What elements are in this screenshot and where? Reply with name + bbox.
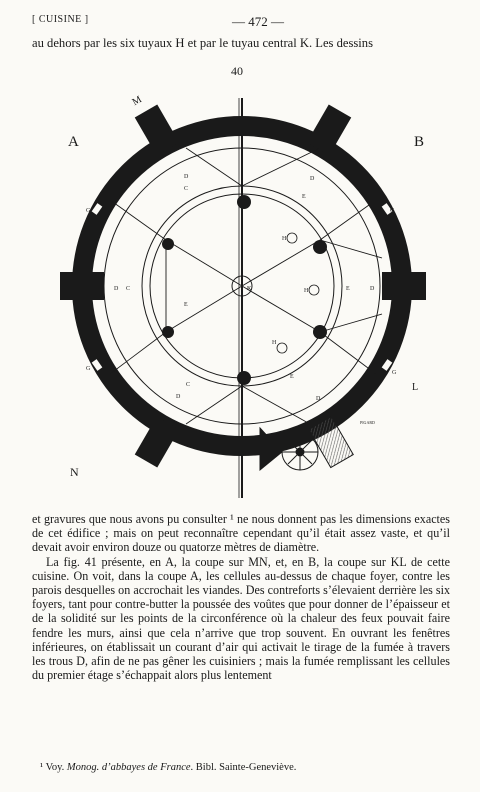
svg-text:D: D	[310, 176, 315, 182]
label-n: N	[70, 465, 79, 479]
flue-holes	[277, 233, 319, 353]
svg-text:G: G	[390, 208, 395, 214]
running-header	[32, 14, 448, 30]
svg-text:E: E	[302, 194, 306, 200]
svg-text:H: H	[272, 340, 277, 346]
footnote-rest: . Bibl. Sainte-Geneviève.	[190, 762, 297, 773]
text-line-top: au dehors par les six tuyaux H et par le tuyau central K. Les dessins	[32, 36, 373, 50]
body-text	[32, 512, 450, 682]
engraver-signature: PIGARD	[360, 420, 375, 425]
footnote-mark: ¹ Voy.	[40, 762, 67, 773]
label-k: K	[247, 286, 252, 292]
section-title: [ CUISINE ]	[32, 14, 89, 25]
label-b: B	[414, 134, 425, 150]
svg-text:H: H	[282, 236, 287, 242]
svg-text:E: E	[184, 302, 188, 308]
svg-text:E: E	[290, 374, 294, 380]
svg-text:G: G	[392, 370, 397, 376]
svg-text:C: C	[126, 286, 131, 292]
page-number: — 472 —	[232, 14, 284, 29]
svg-text:D: D	[370, 286, 375, 292]
svg-text:G: G	[86, 208, 91, 214]
footnote	[40, 762, 450, 773]
svg-text:H: H	[304, 288, 309, 294]
svg-text:D: D	[114, 286, 119, 292]
svg-text:E: E	[346, 286, 350, 292]
svg-text:D: D	[176, 394, 181, 400]
pillars	[162, 195, 327, 385]
paragraph: La fig. 41 présente, en A, la coupe sur MN, et, en B, la coupe sur KL de cette cuisine. On voit, dans la coupe A, les cellules au-dessus de chaque foyer, contre les parois desquelles on accrochait les viandes. Des contreforts s’élevaient derrière les six foyers, tant pour contre-butter la poussée des voûtes que pour donner de l’épaisseur et de la solidité sur les points de la circonférence où la chaleur des feux pouvait faire fendre les murs, ainsi que cela n’arrive que trop souvent. En ouvrant les fenêtres inférieures, on établissait un courant d’air qui activait le tirage de la fumée à travers les trous D, afin de ne pas gêner les cuisiniers ; mais la fumée remplissant les cellules du premier étage s’échappait alors plus lentement	[32, 554, 450, 683]
svg-text:D: D	[316, 396, 321, 402]
svg-text:D: D	[184, 174, 189, 180]
label-m: M	[130, 94, 144, 109]
paragraph: et gravures que nous avons pu consulter ¹ ne nous donnent pas les dimensions exactes de cet édifice ; mais on peut reconnaître cependant qu’il était assez vaste, et qu’il devait avoir environ douze ou quatorze mètres de diamètre.	[32, 512, 450, 555]
svg-text:G: G	[86, 366, 91, 372]
kitchen-plan-figure	[20, 78, 460, 503]
svg-text:C: C	[186, 382, 191, 388]
svg-text:C: C	[184, 186, 189, 192]
label-l: L	[412, 382, 419, 393]
label-a: A	[68, 134, 79, 150]
footnote-title: Monog. d’abbayes de France	[66, 762, 191, 773]
figure-number: 40	[231, 64, 243, 78]
